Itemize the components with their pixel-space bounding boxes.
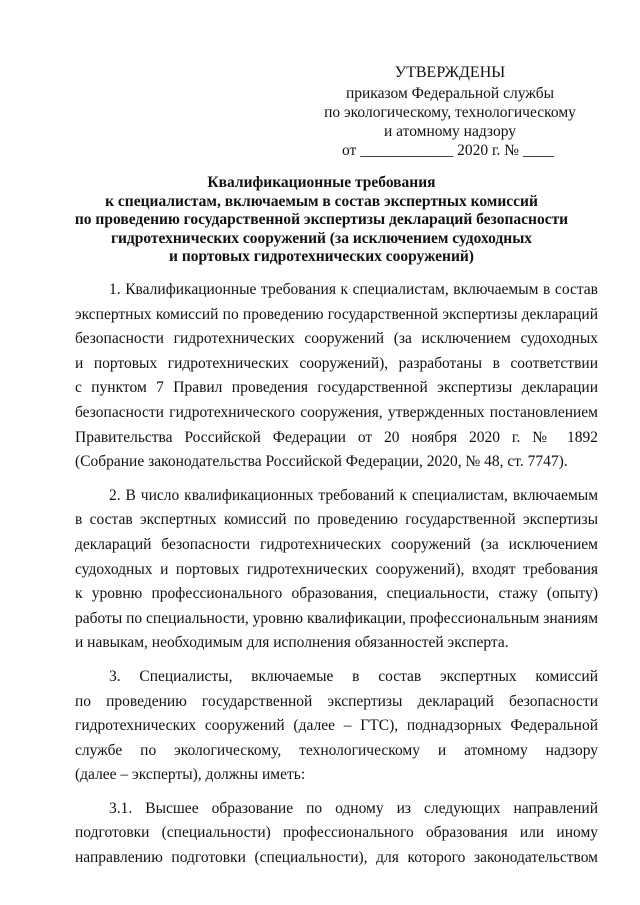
paragraph-line: в состав экспертных комиссий по проведению государственной экспертизы <box>75 511 598 529</box>
paragraph-line: Правительства Российской Федерации от 20 ноября 2020 г. № 1892 <box>75 428 598 446</box>
approval-stamp <box>300 62 600 160</box>
approval-line: приказом Федеральной службы <box>345 85 555 102</box>
paragraph-line: службе по экологическому, технологическому и атомному надзору <box>75 741 598 759</box>
title-line: по проведению государственной экспертизы деклараций безопасности <box>74 211 569 228</box>
paragraph-line: экспертных комиссий по проведению государственной экспертизы деклараций <box>75 305 598 323</box>
document-title <box>40 174 603 267</box>
paragraph-line: работы по специальности, уровню квалификации, профессиональным знаниям <box>75 609 599 627</box>
paragraph-3 <box>75 665 598 788</box>
paragraph-line: и навыкам, необходимым для исполнения обязанностей эксперта. <box>75 634 509 652</box>
paragraph-1 <box>75 278 598 475</box>
paragraph-line: и портовых гидротехнических сооружений), разработаны в соответствии <box>75 354 598 372</box>
paragraph-line: 3. Специалисты, включаемые в состав экспертных комиссий <box>109 667 598 685</box>
paragraph-line: гидротехнических сооружений (далее – ГТС), поднадзорных Федеральной <box>75 717 598 735</box>
document-body <box>75 278 598 880</box>
title-line: Квалификационные требования <box>207 174 436 191</box>
paragraph-line: к уровню профессионального образования, специальности, стажу (опыту) <box>75 585 598 603</box>
paragraph-line: направлению подготовки (специальности), для которого законодательством <box>75 849 598 867</box>
approval-date-line: от ____________ 2020 г. № ____ <box>342 142 554 159</box>
paragraph-line: по проведению государственной экспертизы деклараций безопасности <box>75 692 598 710</box>
approval-heading: УТВЕРЖДЕНЫ <box>394 64 506 81</box>
paragraph-line: (Собрание законодательства Российской Федерации, 2020, № 48, ст. 7747). <box>75 453 568 471</box>
paragraph-line: (далее – эксперты), должны иметь: <box>75 766 306 784</box>
paragraph-line: подготовки (специальности) профессионального образования или иному <box>75 824 598 842</box>
paragraph-line: безопасности гидротехнических сооружений (за исключением судоходных <box>75 330 598 348</box>
title-line: гидротехнических сооружений (за исключением судоходных <box>110 229 533 247</box>
title-line: к специалистам, включаемым в состав экспертных комиссий <box>105 192 538 210</box>
approval-line: и атомному надзору <box>384 123 516 140</box>
paragraph-line: 2. В число квалификационных требований к специалистам, включаемым <box>109 486 598 504</box>
paragraph-line: с пунктом 7 Правил проведения государственной экспертизы декларации <box>75 379 598 397</box>
paragraph-line: безопасности гидротехнического сооружения, утвержденных постановлением <box>75 403 598 421</box>
paragraph-line: деклараций безопасности гидротехнических сооружений (за исключением <box>75 535 598 553</box>
paragraph-2 <box>75 484 598 656</box>
paragraph-line: 3.1. Высшее образование по одному из следующих направлений <box>109 799 598 817</box>
paragraph-3-1 <box>75 797 598 871</box>
approval-line: по экологическому, технологическому <box>324 104 576 121</box>
paragraph-line: 1. Квалификационные требования к специалистам, включаемым в состав <box>109 281 598 298</box>
paragraph-line: судоходных и портовых гидротехнических сооружений), входят требования <box>75 560 598 578</box>
title-line: и портовых гидротехнических сооружений) <box>169 248 474 265</box>
